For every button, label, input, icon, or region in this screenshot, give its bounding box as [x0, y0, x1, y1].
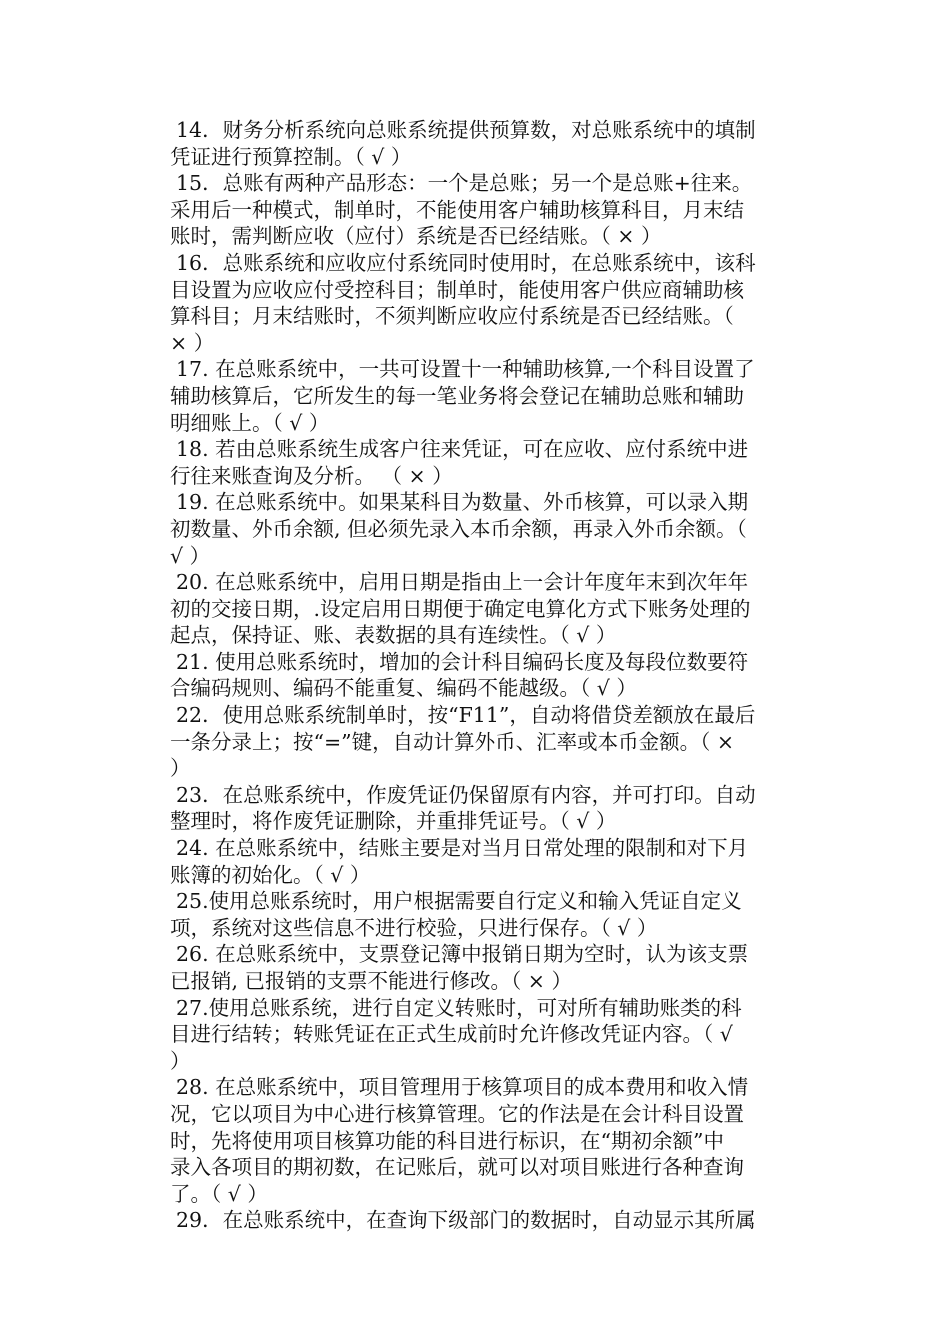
question-item: [170, 489, 810, 569]
question-item: [170, 649, 810, 702]
question-item: [170, 941, 810, 994]
question-item: [170, 702, 810, 782]
question-item: [170, 888, 810, 941]
question-text-line: 23．在总账系统中，作废凭证仍保留原有内容，并可打印。自动: [176, 782, 756, 807]
question-text-line: 一条分录上；按“=”键，自动计算外币、汇率或本币金额。（ ×: [170, 729, 735, 754]
question-text-line: 22．使用总账系统制单时，按“F11”，自动将借贷差额放在最后: [176, 703, 756, 728]
question-text-line: 初数量、外币余额, 但必须先录入本币余额，再录入外币余额。（: [170, 516, 747, 541]
question-item: [170, 569, 810, 649]
question-text-line: 28. 在总账系统中，项目管理用于核算项目的成本费用和收入情: [176, 1075, 749, 1100]
question-text-line: 25.使用总账系统时，用户根据需要自行定义和输入凭证自定义: [176, 889, 742, 914]
question-text-line: 27.使用总账系统，进行自定义转账时，可对所有辅助账类的科: [176, 995, 742, 1020]
question-text-line: 16．总账系统和应收应付系统同时使用时，在总账系统中，该科: [176, 250, 756, 275]
question-text-line: 账簿的初始化。（ √ ）: [170, 862, 371, 887]
question-text-line: 目设置为应收应付受控科目；制单时，能使用客户供应商辅助核: [170, 277, 744, 302]
question-item: [170, 1074, 810, 1207]
question-text-line: 26. 在总账系统中，支票登记簿中报销日期为空时，认为该支票: [176, 942, 749, 967]
question-item: [170, 356, 810, 436]
question-text-line: 行往来账查询及分析。 （ × ）: [170, 463, 453, 488]
question-text-line: × ）: [170, 330, 215, 355]
question-text-line: 辅助核算后，它所发生的每一笔业务将会登记在辅助总账和辅助: [170, 383, 744, 408]
question-text-line: 17. 在总账系统中，一共可设置十一种辅助核算,一个科目设置了: [176, 357, 755, 382]
question-text-line: 项，系统对这些信息不进行校验，只进行保存。（ √ ）: [170, 915, 658, 940]
question-text-line: √ ）: [170, 543, 211, 568]
question-text-line: 采用后一种模式，制单时，不能使用客户辅助核算科目，月末结: [170, 197, 744, 222]
question-text-line: 19. 在总账系统中。如果某科目为数量、外币核算，可以录入期: [176, 490, 749, 515]
question-text-line: ）: [170, 1048, 191, 1073]
question-text-line: 初的交接日期，.设定启用日期便于确定电算化方式下账务处理的: [170, 596, 751, 621]
question-text-line: 21. 使用总账系统时，增加的会计科目编码长度及每段位数要符: [176, 649, 749, 674]
question-item: [170, 782, 810, 835]
question-text-line: 14．财务分析系统向总账系统提供预算数，对总账系统中的填制: [176, 118, 756, 142]
question-text-line: 20. 在总账系统中，启用日期是指由上一会计年度年末到次年年: [176, 570, 749, 595]
document-page: [170, 117, 810, 1234]
question-text-line: 了。（ √ ）: [170, 1181, 268, 1206]
question-text-line: 15．总账有两种产品形态：一个是总账；另一个是总账+往来。: [176, 171, 753, 196]
question-text-line: 整理时，将作废凭证删除，并重排凭证号。（ √ ）: [170, 809, 617, 834]
question-text-line: 明细账上。（ √ ）: [170, 410, 330, 435]
question-item: [170, 1207, 810, 1234]
question-text-line: 已报销, 已报销的支票不能进行修改。（ × ）: [170, 969, 572, 993]
question-item: [170, 436, 810, 489]
question-item: [170, 995, 810, 1075]
question-text-line: 29．在总账系统中，在查询下级部门的数据时，自动显示其所属: [176, 1208, 756, 1233]
question-text-line: 18. 若由总账系统生成客户往来凭证，可在应收、应付系统中进: [176, 437, 749, 462]
question-text-line: 算科目；月末结账时，不须判断应收应付系统是否已经结账。（: [170, 304, 734, 329]
question-item: [170, 170, 810, 250]
question-text-line: 录入各项目的期初数，在记账后，就可以对项目账进行各种查询: [170, 1155, 744, 1180]
question-text-line: 起点，保持证、账、表数据的具有连续性。（ √ ）: [170, 623, 617, 648]
question-text-line: 24. 在总账系统中，结账主要是对当月日常处理的限制和对下月: [176, 836, 749, 861]
question-text-line: 目进行结转；转账凭证在正式生成前时允许修改凭证内容。（ √: [170, 1022, 733, 1047]
question-item: [170, 835, 810, 888]
question-text-line: 况，它以项目为中心进行核算管理。它的作法是在会计科目设置: [170, 1101, 744, 1126]
question-item: [170, 250, 810, 356]
question-text-line: 凭证进行预算控制。（ √ ）: [170, 144, 412, 169]
question-text-line: 账时，需判断应收（应付）系统是否已经结账。（ × ）: [170, 224, 662, 249]
question-text-line: 时，先将使用项目核算功能的科目进行标识，在“期初余额”中: [170, 1128, 724, 1153]
question-text-line: 合编码规则、编码不能重复、编码不能越级。（ √ ）: [170, 676, 637, 701]
question-item: [170, 117, 810, 170]
question-text-line: ）: [170, 756, 191, 781]
